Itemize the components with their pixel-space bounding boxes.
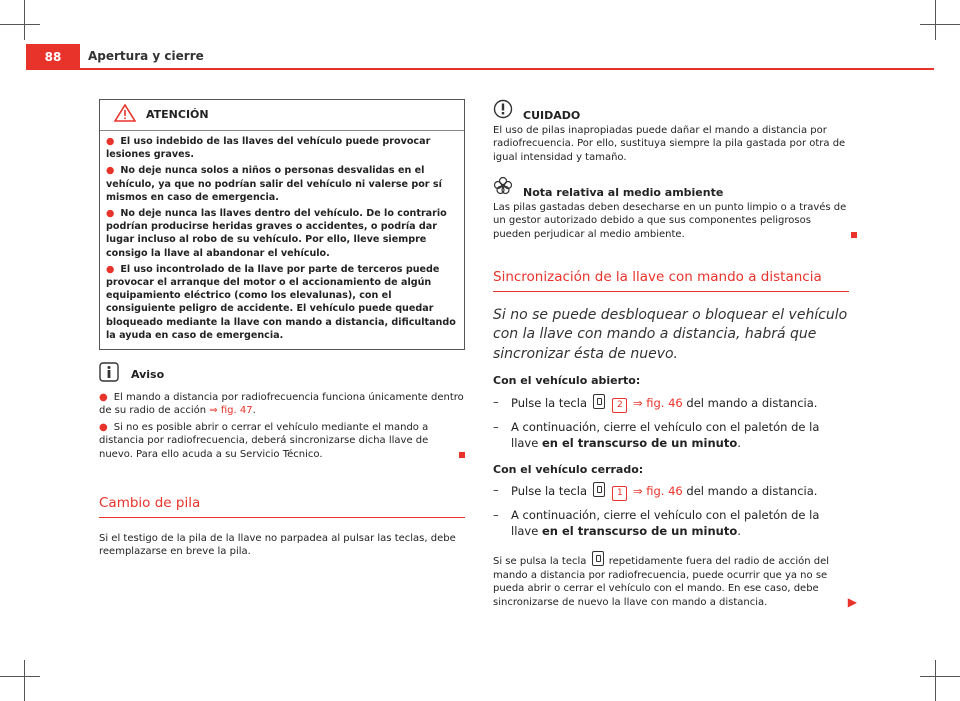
env-text: Las pilas gastadas deben desecharse en un punto limpio o a través de un gestor autorizado debido a que sus componentes peligrosos pueden perjudicar al medio ambiente. — [493, 201, 849, 242]
step-item: – Pulse la tecla 1 ⇒ fig. 46 del mando a distancia. — [493, 482, 849, 501]
flower-icon — [493, 176, 513, 201]
battery-section — [99, 497, 465, 559]
sync-title: Sincronización de la llave con mando a distancia — [493, 269, 822, 285]
page-title: Apertura y cierre — [88, 49, 204, 63]
left-column — [99, 99, 465, 559]
unlock-key-icon — [593, 394, 605, 409]
attention-header — [100, 100, 464, 131]
caution-icon — [493, 99, 513, 124]
open-subhead: Con el vehículo abierto: — [493, 374, 641, 387]
figure-link[interactable]: ⇒ fig. 46 — [632, 484, 683, 498]
battery-title: Cambio de pila — [99, 495, 201, 512]
sync-final-text: Si se pulsa la tecla repetidamente fuera del radio de acción del mando a distancia por radiofrecuencia, puede ocurrir que ya no se pueda abrir o cerrar el vehículo con el mando. En ese caso, debe sincronizarse de nuevo la llave con mando a distancia. ▶ — [493, 551, 849, 609]
crop-mark — [24, 0, 25, 40]
notice-item: ● El mando a distancia por radiofrecuencia funciona únicamente dentro de su radio de acción ⇒ fig. 47. — [99, 391, 464, 417]
figure-link[interactable]: ⇒ fig. 47 — [209, 405, 253, 417]
continue-arrow-icon: ▶ — [847, 594, 857, 609]
crop-mark — [24, 660, 25, 701]
section-rule — [493, 291, 849, 292]
right-column — [493, 99, 857, 609]
crop-mark — [935, 660, 936, 701]
attention-item: ● El uso incontrolado de la llave por parte de terceros puede provocar el arranque del motor o el accionamiento de algún equipamiento eléctrico (como los elevalunas), con el consiguiente peligro de accidente. El vehículo puede quedar bloqueado mediante la llave con mando a distancia, dificultando la ayuda en caso de emergencia. — [106, 263, 456, 341]
callout-number: 2 — [612, 398, 627, 413]
figure-link[interactable]: ⇒ fig. 46 — [632, 395, 683, 410]
warning-triangle-icon — [114, 104, 136, 127]
env-label: Nota relativa al medio ambiente — [523, 185, 724, 199]
caution-label: CUIDADO — [523, 108, 581, 122]
battery-text: Si el testigo de la pila de la llave no parpadea al pulsar las teclas, debe reemplazarse en breve la pila. — [99, 532, 456, 558]
sync-section — [493, 269, 857, 609]
attention-item: ● No deje nunca las llaves dentro del vehículo. De lo contrario podrían producirse heridas graves o accidentes, o podría dar lugar incluso al robo de su vehículo. Por ello, lleve siempre consigo la llave al abandonar el vehículo. — [106, 208, 447, 259]
crop-mark — [0, 676, 40, 677]
caution-text: El uso de pilas inapropiadas puede dañar el mando a distancia por radiofrecuencia. Por ello, sustituya siempre la pila gastada por otra de igual intensidad y tamaño. — [493, 124, 846, 163]
lock-key-icon — [592, 551, 604, 566]
crop-mark — [920, 24, 960, 25]
attention-label: ATENCIÓN — [146, 108, 209, 122]
attention-box — [99, 99, 465, 350]
crop-mark — [935, 0, 936, 40]
notice-body — [99, 391, 465, 462]
end-marker — [851, 232, 857, 238]
attention-item: ● El uso indebido de las llaves del vehículo puede provocar lesiones graves. — [106, 136, 431, 161]
notice-item: ● Si no es posible abrir o cerrar el vehículo mediante el mando a distancia por radiofrecuencia, deberá sincronizarse dicha llave de nuevo. Para ello acuda a su Servicio Técnico. — [99, 421, 465, 462]
crop-mark — [0, 24, 40, 25]
attention-item: ● No deje nunca solos a niños o personas desvalidas en el vehículo, ya que no podrían salir del vehículo ni valerse por sí mismos en caso de emergencia. — [106, 165, 442, 203]
callout-number: 1 — [612, 486, 627, 501]
header-rule — [26, 68, 934, 70]
sync-lead: Si no se puede desbloquear o bloquear el vehículo con la llave con mando a distancia, habrá que sincronizar ésta de nuevo. — [493, 306, 848, 362]
lock-key-icon — [593, 482, 605, 497]
closed-subhead: Con el vehículo cerrado: — [493, 462, 644, 476]
end-marker — [459, 452, 465, 458]
page-number: 88 — [26, 44, 80, 70]
crop-mark — [920, 676, 960, 677]
step-item: – A continuación, cierre el vehículo con el paletón de la llave en el transcurso de un minuto. — [493, 419, 820, 450]
notice-label: Aviso — [131, 367, 165, 381]
notice-header — [99, 362, 465, 387]
step-item: – Pulse la tecla 2 ⇒ fig. 46 del mando a distancia. — [493, 394, 849, 413]
attention-body — [100, 131, 464, 349]
step-item: – A continuación, cierre el vehículo con el paletón de la llave en el transcurso de un minuto. — [493, 508, 820, 538]
section-rule — [99, 517, 465, 518]
caution-header — [493, 99, 849, 124]
env-header — [493, 176, 849, 201]
info-icon — [99, 362, 119, 387]
